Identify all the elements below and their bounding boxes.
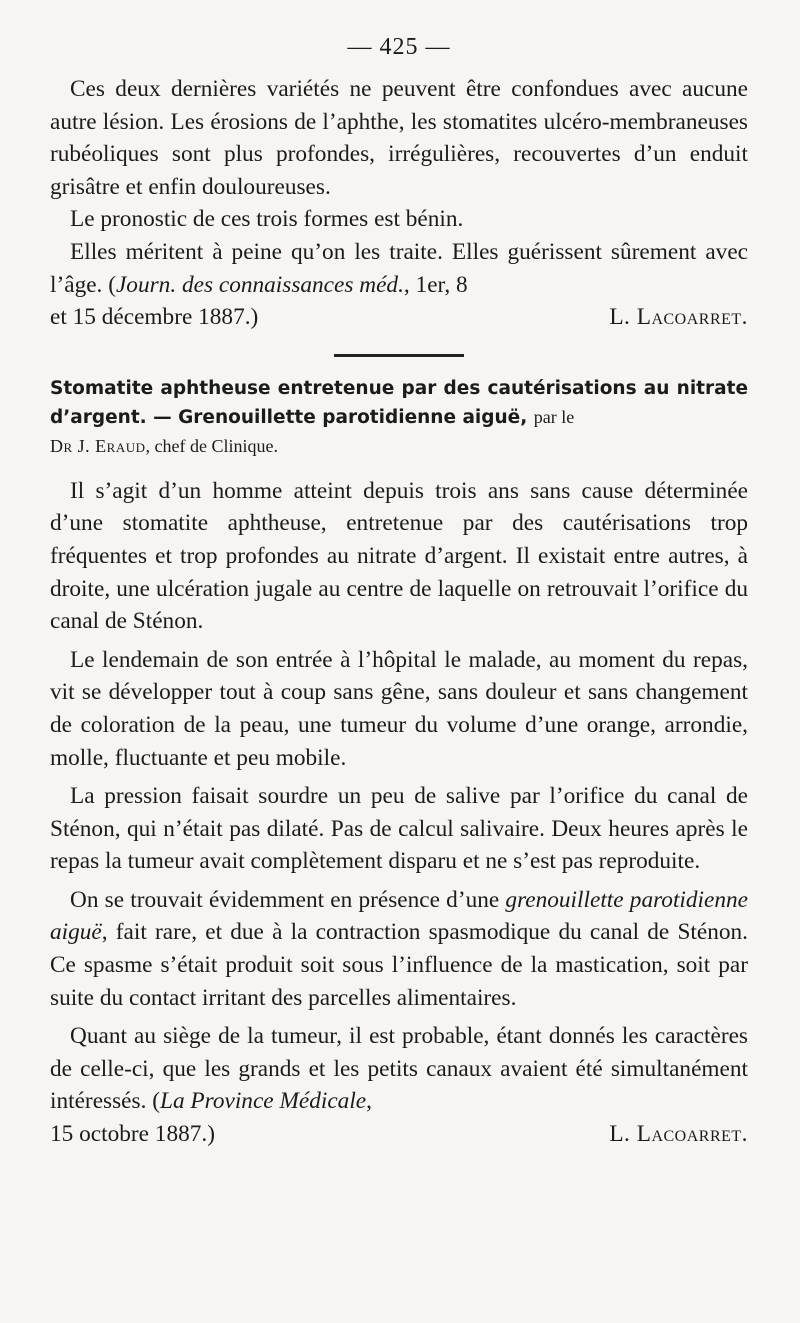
diagnosis-term: grenouillette parotidienne aiguë [50, 886, 748, 946]
paragraph-pression: La pression faisait sourdre un peu de salive par l’orifice du canal de Sténon, qui n’était pas dilaté. Pas de calcul salivaire. Deux heures après le repas la tumeur avait complètement disparu et ne s’est pas reproduite. [50, 783, 748, 875]
citation-date-end: et 15 décembre 1887.) [50, 304, 259, 331]
journal-citation: Journ. des connaissances méd. [115, 271, 404, 298]
paragraph-varietes: Ces deux dernières variétés ne peuvent être confondues avec aucune autre lésion. Les érosions de l’aphthe, les stomatites ulcéro-membraneuses rubéoliques sont plus profondes, irrégulières, recouvertes d’un enduit grisâtre et enfin douloureuses. [50, 76, 748, 200]
signature-line [50, 1118, 748, 1151]
paragraph-pronostic: Le pronostic de ces trois formes est bénin. [70, 206, 464, 233]
paragraph-cas: Il s’agit d’un homme atteint depuis trois ans sans cause déterminée d’une stomatite aphtheuse, entretenue par des cautérisations trop fréquentes et trop profondes au nitrate d’argent. Il existait entre autres, à droite, une ulcération jugale au centre de laquelle on retrouvait l’orifice du canal de Sténon. [50, 477, 748, 635]
paragraph-siege [50, 1020, 748, 1118]
author-signature: L. Lacoarret. [609, 1121, 748, 1148]
paragraph-text: , fait rare, et due à la contraction spasmodique du canal de Sténon. Ce spasme s’était produit soit sous l’influence de la mastication, soit par suite du contact irritant des parcelles alimentaires. [50, 919, 748, 1011]
signature-line [50, 301, 748, 334]
author-role: , chef de Clinique. [145, 435, 278, 456]
article-title-text: Stomatite aphtheuse entretenue par des cautérisations au nitrate d’argent. — Grenouillette parotidienne aiguë, [50, 377, 748, 428]
paragraph-lendemain: Le lendemain de son entrée à l’hôpital le malade, au moment du repas, vit se développer tout à coup sans gêne, sans douleur et sans changement de coloration de la peau, une tumeur du volume d’une orange, arrondie, molle, fluctuante et peu mobile. [50, 646, 748, 771]
citation-date: , 1er, 8 [403, 271, 468, 298]
page-number: — 425 — [347, 34, 451, 60]
byline-prefix: par le [533, 406, 575, 427]
section-divider [334, 354, 464, 357]
paragraph-text: Quant au siège de la tumeur, il est probable, étant donnés les caractères de celle-ci, que les grands et les petits canaux avaient été simultanément intéressés. ( [50, 1023, 748, 1115]
paragraph-traitement [50, 236, 748, 301]
article-title [50, 375, 748, 461]
author-signature: L. Lacoarret. [609, 304, 748, 331]
citation-date-end: 15 octobre 1887.) [50, 1121, 215, 1148]
paragraph-grenouillette [50, 884, 748, 1014]
author-name-text: Dr J. Eraud [50, 435, 146, 456]
author-name [50, 436, 278, 456]
journal-citation: La Province Médicale [159, 1088, 367, 1115]
paragraph-text: On se trouvait évidemment en présence d’une [70, 886, 506, 913]
paragraph-text: Elles méritent à peine qu’on les traite. Elles guérissent sûrement avec l’âge. ( [50, 238, 748, 298]
punctuation: , [366, 1088, 372, 1115]
